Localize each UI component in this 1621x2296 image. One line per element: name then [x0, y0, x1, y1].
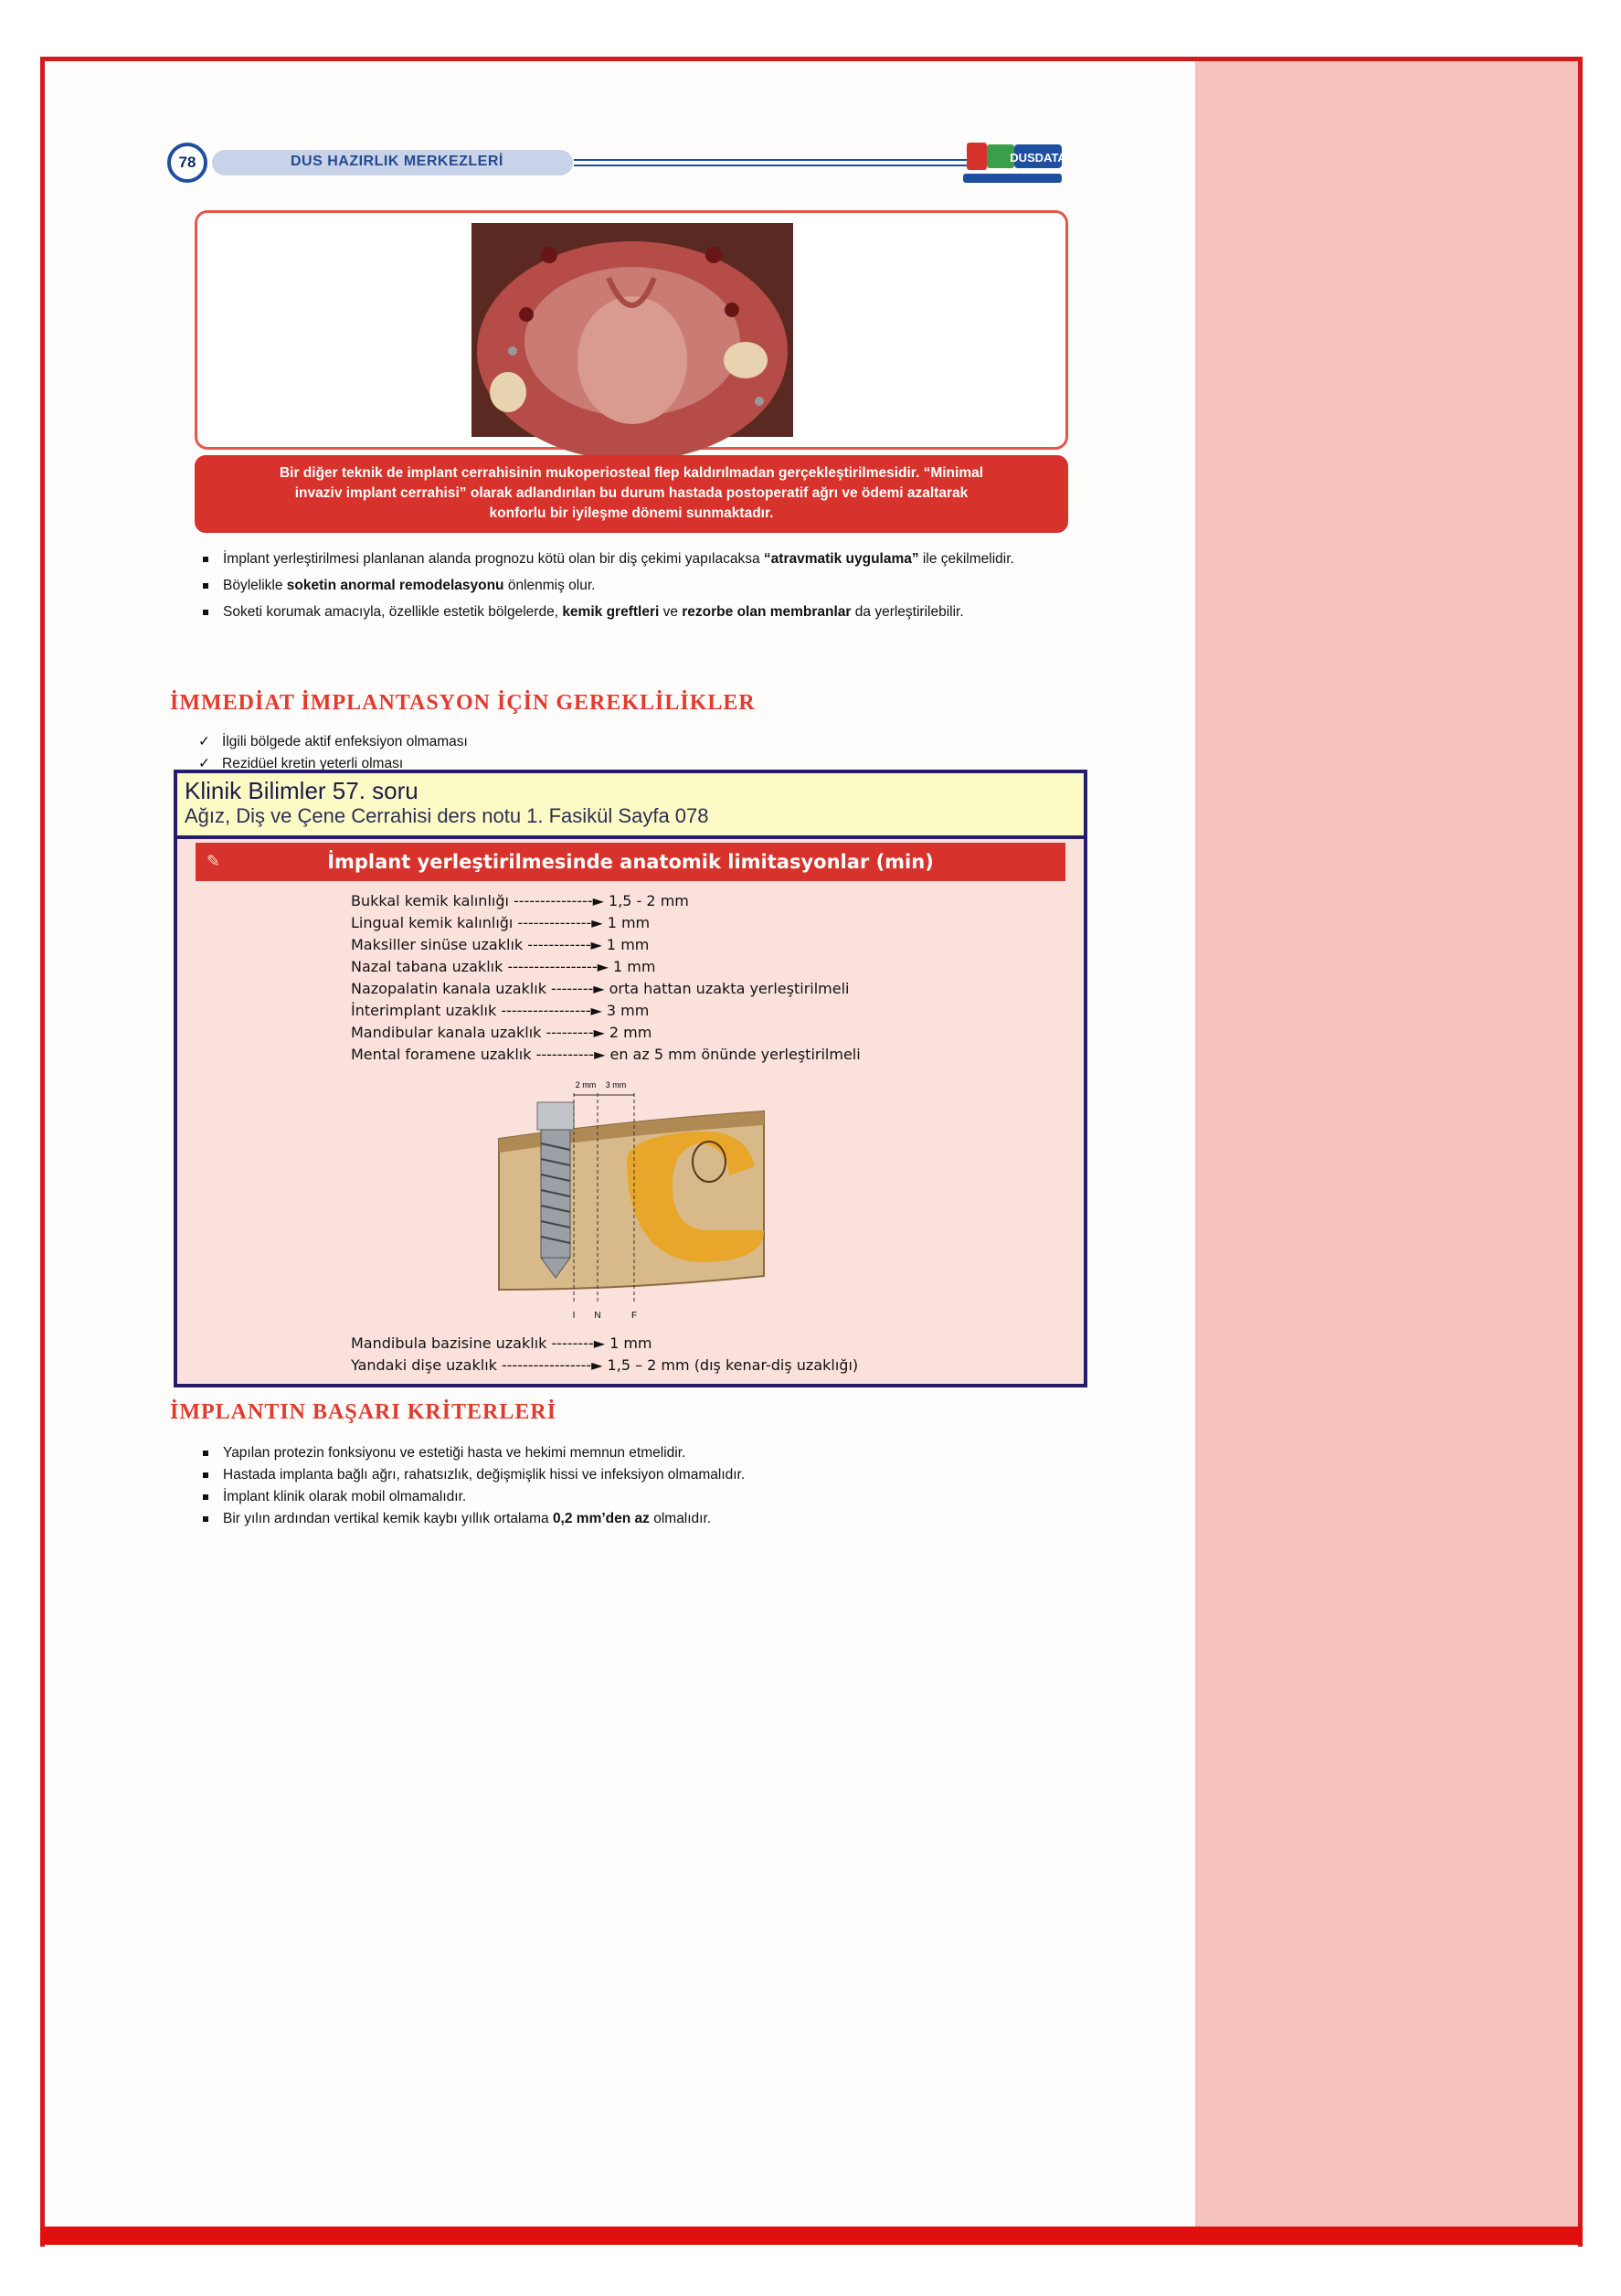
- limitations-band: [196, 843, 1065, 881]
- list-item: Yapılan protezin fonksiyonu ve estetiği hasta ve hekimi memnun etmelidir.: [199, 1442, 1067, 1463]
- limitations-list: [351, 890, 861, 1066]
- question-box: [174, 770, 1087, 1387]
- limitations-list-bottom: [351, 1333, 858, 1377]
- question-header: [177, 773, 1084, 839]
- limitation-row: Yandaki dişe uzaklık -----------------► 1,5 – 2 mm (dış kenar-diş uzaklığı): [351, 1356, 859, 1374]
- limitation-row: Mental foramene uzaklık -----------► en az 5 mm önünde yerleştirilmeli: [351, 1046, 861, 1063]
- implant-diagram: [490, 1075, 773, 1322]
- caption-line-2: invaziv implant cerrahisi” olarak adlandırılan bu durum hastada postoperatif ağrı ve ödemi azaltarak: [294, 485, 969, 501]
- section-title-success: İMPLANTIN BAŞARI KRİTERLERİ: [170, 1400, 557, 1424]
- side-panel: [1195, 61, 1578, 2227]
- list-item: Soketi korumak amacıyla, özellikle estetik bölgelerde, kemik greftleri ve rezorbe olan membranlar da yerleştirilebilir.: [199, 601, 1067, 622]
- limitation-row: Lingual kemik kalınlığı --------------► 1 mm: [351, 914, 651, 931]
- limitation-row: İnterimplant uzaklık -----------------► 3 mm: [351, 1002, 650, 1019]
- limitation-row: Bukkal kemik kalınlığı ---------------► 1,5 - 2 mm: [351, 892, 689, 909]
- limitations-title: İmplant yerleştirilmesinde anatomik limitasyonlar (min): [327, 851, 934, 873]
- limitation-row: Mandibular kanala uzaklık ---------► 2 mm: [351, 1024, 652, 1041]
- section-title-immediate: İMMEDİAT İMPLANTASYON İÇİN GEREKLİLİKLER: [170, 691, 756, 715]
- caption-line-1: Bir diğer teknik de implant cerrahisinin mukoperiosteal flep kaldırılmadan gerçekleştirilmesidir. “Minimal: [279, 465, 984, 481]
- check-list: [195, 731, 468, 762]
- limitation-row: Nazal tabana uzaklık -----------------► 1 mm: [351, 958, 656, 975]
- dimension-label: 3 mm: [605, 1080, 627, 1090]
- header-rule: [574, 159, 967, 166]
- logo-text: DUSDATA: [1010, 151, 1066, 165]
- list-item: İmplant yerleştirilmesi planlanan alanda prognozu kötü olan bir diş çekimi yapılacaksa “atravmatik uygulama” ile çekilmelidir.: [199, 548, 1067, 569]
- axis-letter: F: [630, 1311, 638, 1321]
- list-item: Bir yılın ardından vertikal kemik kaybı yıllık ortalama 0,2 mm’den az olmalıdır.: [199, 1508, 1067, 1529]
- bullet-list-2: [199, 1442, 1067, 1530]
- dimension-label: 2 mm: [575, 1080, 597, 1090]
- list-item: İmplant klinik olarak mobil olmamalıdır.: [199, 1486, 1067, 1507]
- limitation-row: Nazopalatin kanala uzaklık --------► orta hattan uzakta yerleştirilmeli: [351, 980, 850, 997]
- clinical-photo: [471, 223, 793, 437]
- question-title: Klinik Bilimler 57. soru: [185, 777, 418, 804]
- dusdata-logo: [959, 137, 1069, 188]
- bottom-bar: [40, 2227, 1583, 2245]
- bullet-list-1: [199, 548, 1067, 628]
- list-item: Böylelikle soketin anormal remodelasyonu önlenmiş olur.: [199, 575, 1067, 596]
- axis-letter: N: [594, 1311, 601, 1321]
- caption-line-3: konforlu bir iyileşme dönemi sunmaktadır.: [489, 505, 774, 521]
- axis-letter: I: [572, 1311, 576, 1321]
- pencil-icon: ✎: [207, 852, 221, 871]
- limitation-row: Mandibula bazisine uzaklık --------► 1 mm: [351, 1334, 652, 1352]
- list-item: [195, 753, 468, 762]
- list-item: ✓ İlgili bölgede aktif enfeksiyon olmaması: [195, 731, 468, 753]
- question-source: Ağız, Diş ve Çene Cerrahisi ders notu 1. Fasikül Sayfa 078: [185, 804, 709, 827]
- caption-box: [195, 455, 1068, 533]
- header-title: DUS HAZIRLIK MERKEZLERİ: [291, 154, 503, 169]
- limitation-row: Maksiller sinüse uzaklık ------------► 1 mm: [351, 936, 650, 953]
- list-item: Hastada implanta bağlı ağrı, rahatsızlık, değişmişlik hissi ve infeksiyon olmamalıdır.: [199, 1464, 1067, 1485]
- page-number: 78: [167, 143, 207, 183]
